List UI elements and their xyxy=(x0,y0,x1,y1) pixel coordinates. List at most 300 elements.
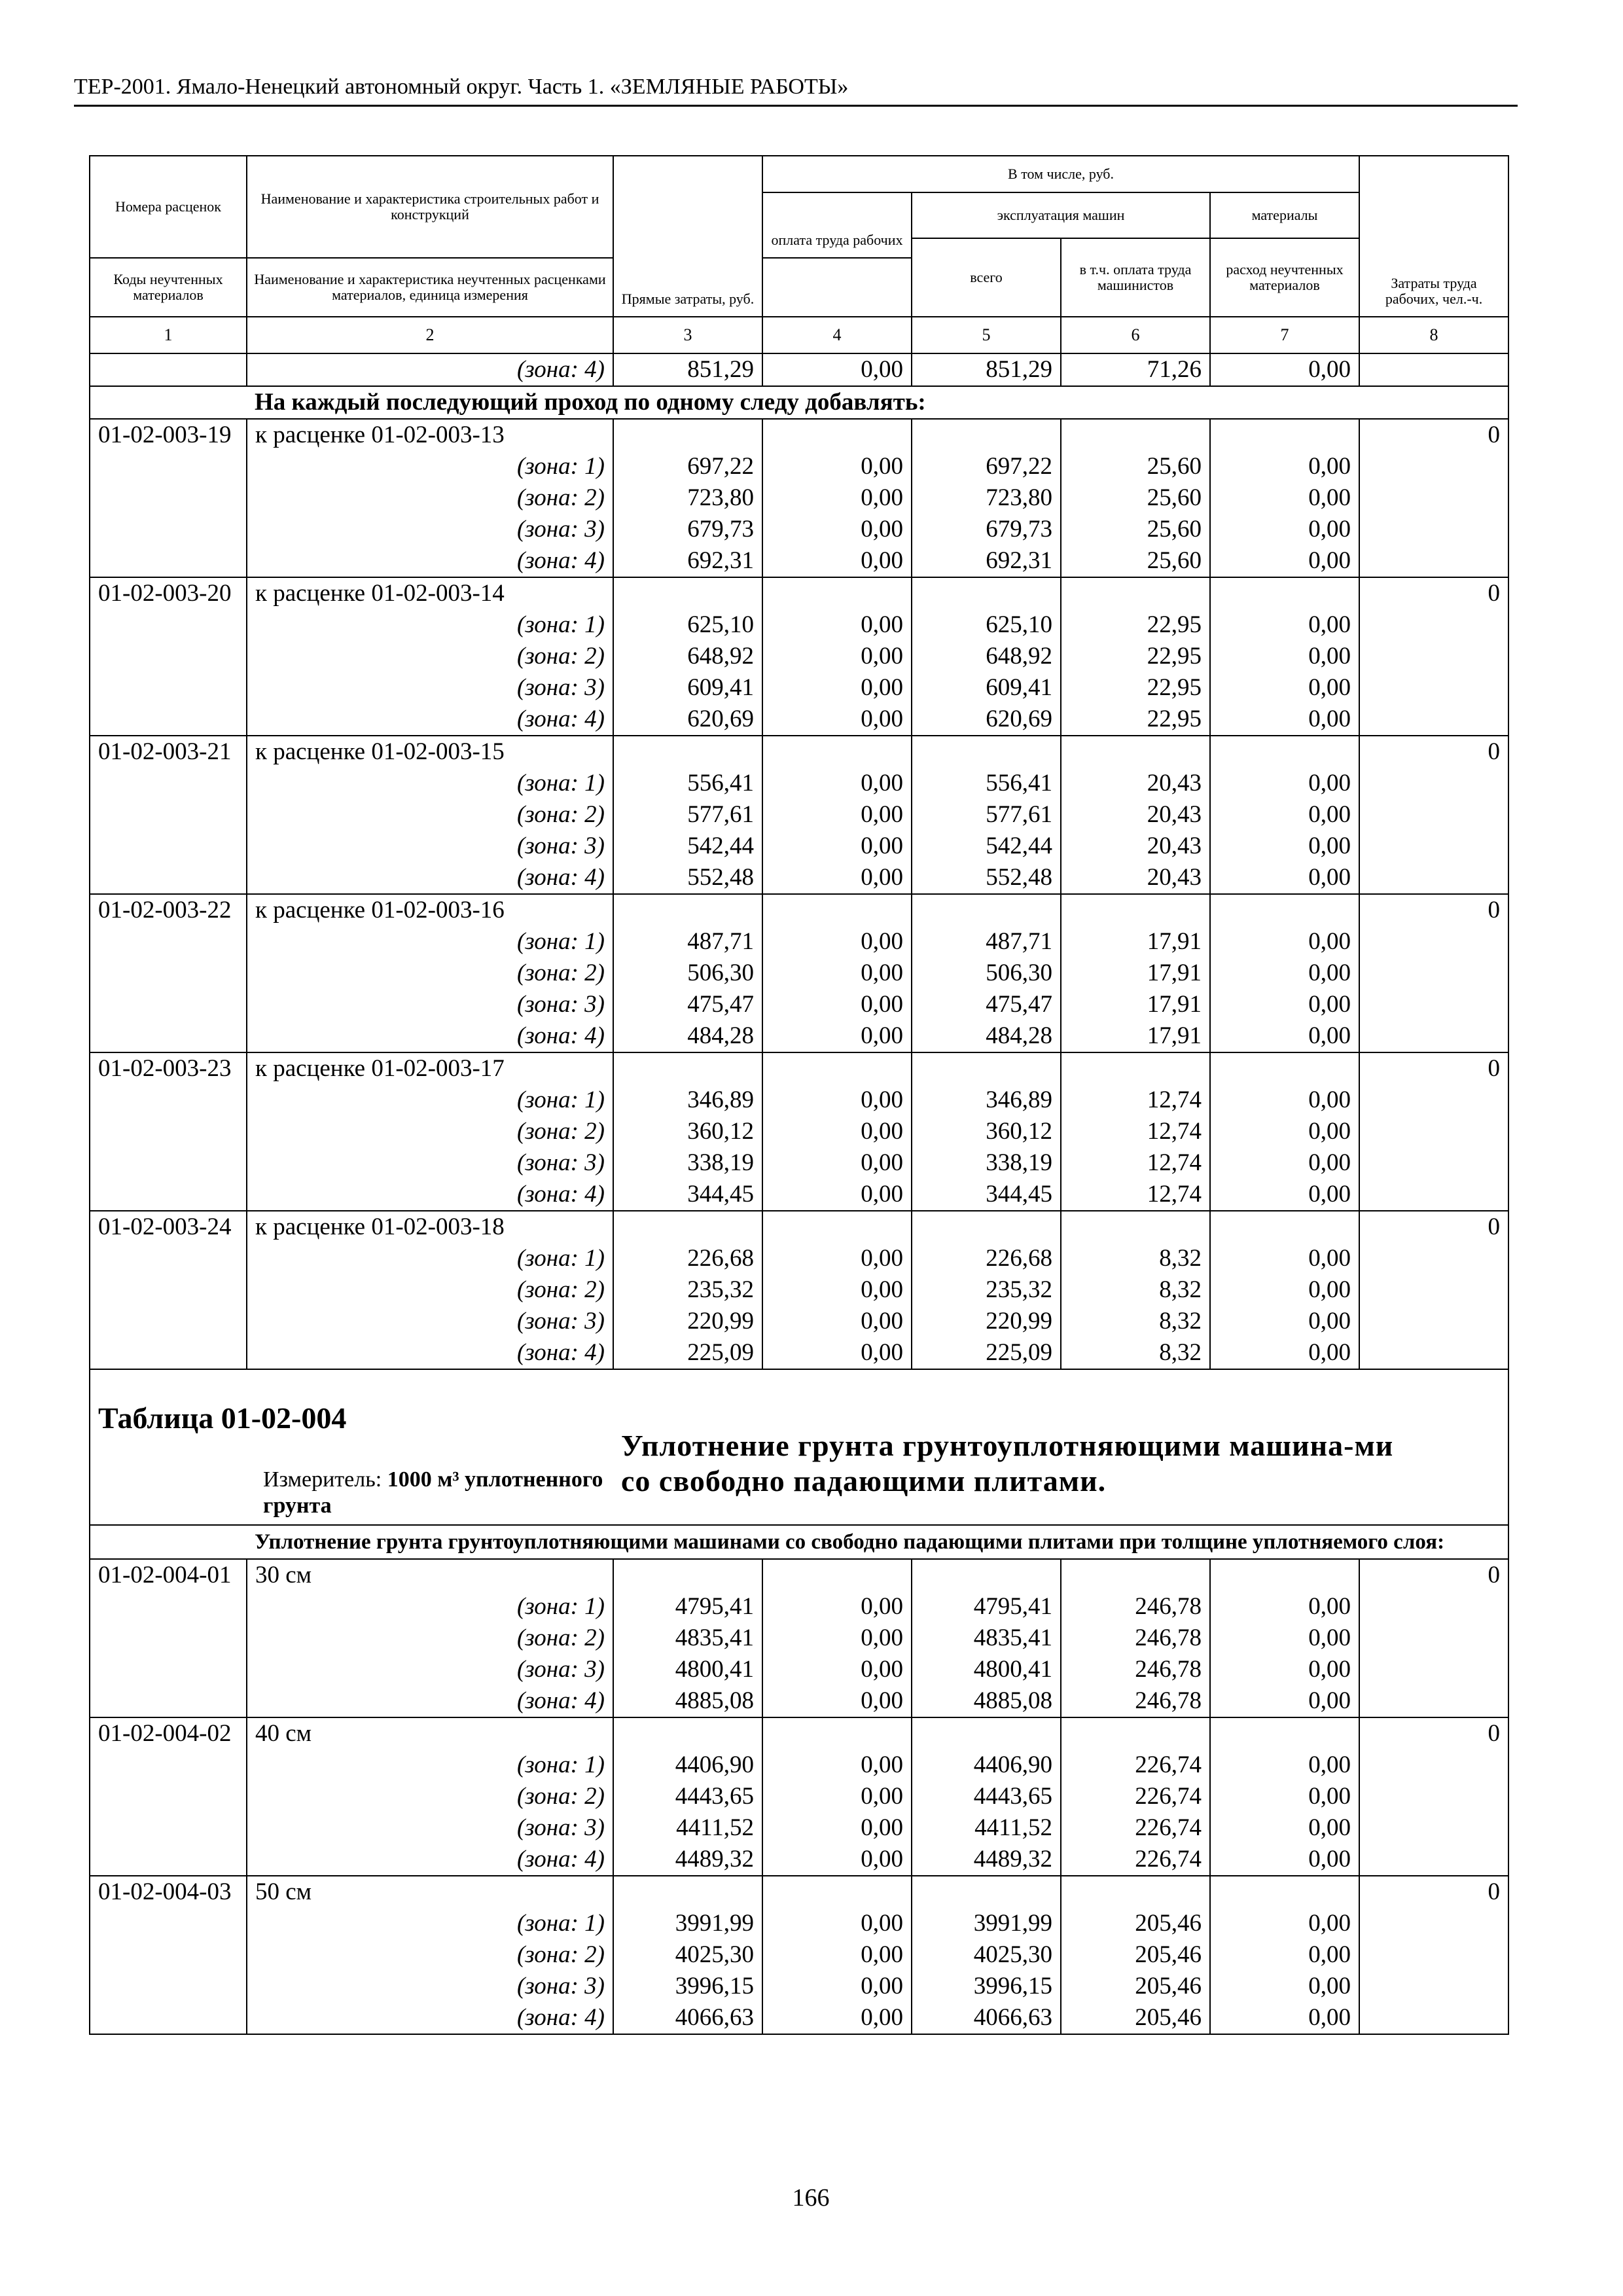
machine-total-cell: 226,68 xyxy=(912,1243,1061,1274)
direct-costs-cell: 620,69 xyxy=(613,704,762,736)
labor-pay-cell: 0,00 xyxy=(762,1939,912,1971)
zone-row xyxy=(90,1623,1508,1654)
materials-use-cell: 0,00 xyxy=(1210,989,1359,1020)
machine-labor-cell: 25,60 xyxy=(1061,514,1210,545)
labor-pay-cell: 0,00 xyxy=(762,2002,912,2034)
labor-hours-cell: 0 xyxy=(1359,1717,1508,1749)
zone-row xyxy=(90,1116,1508,1147)
machine-total-cell: 506,30 xyxy=(912,958,1061,989)
machine-total-cell: 4885,08 xyxy=(912,1685,1061,1717)
direct-costs-cell: 625,10 xyxy=(613,609,762,641)
machine-total-cell: 484,28 xyxy=(912,1020,1061,1052)
zone-label: (зона: 3) xyxy=(247,989,613,1020)
direct-costs-cell: 697,22 xyxy=(613,451,762,482)
direct-costs-cell: 220,99 xyxy=(613,1306,762,1337)
col-header-labor-hours: Затраты труда рабочих, чел.-ч. xyxy=(1359,156,1508,317)
direct-costs-cell: 552,48 xyxy=(613,862,762,894)
machine-labor-cell: 17,91 xyxy=(1061,926,1210,958)
materials-use-cell: 0,00 xyxy=(1210,482,1359,514)
zone-label: (зона: 2) xyxy=(247,1116,613,1147)
page-number: 166 xyxy=(792,2184,830,2212)
machine-total-cell: 346,89 xyxy=(912,1085,1061,1116)
materials-use-cell: 0,00 xyxy=(1210,1812,1359,1844)
col-header-mat-names: Наименование и характеристика неучтенных расценками материалов, единица измерения xyxy=(247,258,613,317)
col-header-incl: В том числе, руб. xyxy=(762,156,1359,192)
materials-use-cell: 0,00 xyxy=(1210,641,1359,672)
labor-hours-cell: 0 xyxy=(1359,1052,1508,1085)
labor-hours-cell: 0 xyxy=(1359,1211,1508,1243)
labor-pay-cell: 0,00 xyxy=(762,514,912,545)
materials-use-cell: 0,00 xyxy=(1210,958,1359,989)
rate-name: к расценке 01-02-003-15 xyxy=(247,736,613,768)
zone-label: (зона: 4) xyxy=(247,704,613,736)
title-rule xyxy=(74,105,1518,107)
machine-labor-cell: 22,95 xyxy=(1061,704,1210,736)
direct-costs-cell: 4489,32 xyxy=(613,1844,762,1876)
zone-row xyxy=(90,1306,1508,1337)
zone-row xyxy=(90,1971,1508,2002)
machine-labor-cell: 8,32 xyxy=(1061,1337,1210,1369)
zone-label: (зона: 2) xyxy=(247,1781,613,1812)
zone-label: (зона: 1) xyxy=(247,1085,613,1116)
machine-labor-cell: 205,46 xyxy=(1061,1939,1210,1971)
zone-label: (зона: 3) xyxy=(247,1147,613,1179)
direct-costs-cell: 851,29 xyxy=(613,353,762,386)
machine-labor-cell: 12,74 xyxy=(1061,1147,1210,1179)
machine-total-cell: 609,41 xyxy=(912,672,1061,704)
materials-use-cell: 0,00 xyxy=(1210,1591,1359,1623)
zone-label: (зона: 3) xyxy=(247,831,613,862)
zone-label: (зона: 4) xyxy=(247,545,613,577)
rate-row xyxy=(90,577,1508,609)
zone-row xyxy=(90,799,1508,831)
labor-pay-cell: 0,00 xyxy=(762,1685,912,1717)
zone-row xyxy=(90,1685,1508,1717)
machine-total-cell: 220,99 xyxy=(912,1306,1061,1337)
machine-total-cell: 552,48 xyxy=(912,862,1061,894)
rate-name: 40 см xyxy=(247,1717,613,1749)
zone-label: (зона: 1) xyxy=(247,451,613,482)
zone-label: (зона: 2) xyxy=(247,641,613,672)
direct-costs-cell: 4406,90 xyxy=(613,1749,762,1781)
direct-costs-cell: 692,31 xyxy=(613,545,762,577)
machine-labor-cell: 205,46 xyxy=(1061,2002,1210,2034)
machine-total-cell: 3991,99 xyxy=(912,1908,1061,1939)
machine-labor-cell: 71,26 xyxy=(1061,353,1210,386)
machine-total-cell: 4443,65 xyxy=(912,1781,1061,1812)
materials-use-cell: 0,00 xyxy=(1210,514,1359,545)
col-number: 7 xyxy=(1210,317,1359,353)
materials-use-cell: 0,00 xyxy=(1210,831,1359,862)
machine-labor-cell: 20,43 xyxy=(1061,799,1210,831)
zone-row xyxy=(90,768,1508,799)
zone-label: (зона: 2) xyxy=(247,1623,613,1654)
zone-row xyxy=(90,926,1508,958)
materials-use-cell: 0,00 xyxy=(1210,1179,1359,1211)
machine-total-cell: 542,44 xyxy=(912,831,1061,862)
machine-labor-cell: 20,43 xyxy=(1061,862,1210,894)
materials-use-cell: 0,00 xyxy=(1210,1337,1359,1369)
direct-costs-cell: 360,12 xyxy=(613,1116,762,1147)
machine-total-cell: 620,69 xyxy=(912,704,1061,736)
zone-label: (зона: 4) xyxy=(247,1020,613,1052)
labor-pay-cell: 0,00 xyxy=(762,1654,912,1685)
rate-name: 30 см xyxy=(247,1559,613,1591)
materials-use-cell: 0,00 xyxy=(1210,1971,1359,2002)
machine-labor-cell: 25,60 xyxy=(1061,451,1210,482)
direct-costs-cell: 556,41 xyxy=(613,768,762,799)
zone-row xyxy=(90,482,1508,514)
machine-total-cell: 556,41 xyxy=(912,768,1061,799)
machine-labor-cell: 226,74 xyxy=(1061,1781,1210,1812)
zone-row xyxy=(90,514,1508,545)
materials-use-cell: 0,00 xyxy=(1210,1939,1359,1971)
zone-row xyxy=(90,1020,1508,1052)
machine-labor-cell: 22,95 xyxy=(1061,672,1210,704)
zone-label: (зона: 4) xyxy=(247,353,613,386)
section-row xyxy=(90,1525,1508,1559)
zone-row xyxy=(90,609,1508,641)
direct-costs-cell: 4795,41 xyxy=(613,1591,762,1623)
machine-labor-cell: 226,74 xyxy=(1061,1844,1210,1876)
labor-hours-cell: 0 xyxy=(1359,419,1508,451)
direct-costs-cell: 235,32 xyxy=(613,1274,762,1306)
table-name: Уплотнение грунта грунтоуплотняющими машина-ми со свободно падающими плитами. xyxy=(621,1429,1394,1498)
labor-pay-cell: 0,00 xyxy=(762,1844,912,1876)
zone-label: (зона: 4) xyxy=(247,1685,613,1717)
materials-use-cell: 0,00 xyxy=(1210,1085,1359,1116)
machine-labor-cell: 12,74 xyxy=(1061,1179,1210,1211)
materials-use-cell: 0,00 xyxy=(1210,451,1359,482)
rate-code: 01-02-004-02 xyxy=(90,1717,247,1749)
zone-row xyxy=(90,1591,1508,1623)
machine-labor-cell: 22,95 xyxy=(1061,609,1210,641)
materials-use-cell: 0,00 xyxy=(1210,2002,1359,2034)
zone-row xyxy=(90,451,1508,482)
machine-labor-cell: 246,78 xyxy=(1061,1685,1210,1717)
zone-label: (зона: 2) xyxy=(247,799,613,831)
machine-labor-cell: 246,78 xyxy=(1061,1623,1210,1654)
materials-use-cell: 0,00 xyxy=(1210,862,1359,894)
machine-labor-cell: 226,74 xyxy=(1061,1749,1210,1781)
labor-hours-cell: 0 xyxy=(1359,577,1508,609)
rate-name: к расценке 01-02-003-13 xyxy=(247,419,613,451)
labor-pay-cell: 0,00 xyxy=(762,1812,912,1844)
rate-row xyxy=(90,1559,1508,1591)
zone-label: (зона: 4) xyxy=(247,2002,613,2034)
materials-use-cell: 0,00 xyxy=(1210,1243,1359,1274)
col-header-materials: материалы xyxy=(1210,192,1359,238)
machine-total-cell: 360,12 xyxy=(912,1116,1061,1147)
machine-total-cell: 4795,41 xyxy=(912,1591,1061,1623)
machine-labor-cell: 25,60 xyxy=(1061,545,1210,577)
zone-label: (зона: 3) xyxy=(247,1971,613,2002)
zone-label: (зона: 1) xyxy=(247,926,613,958)
direct-costs-cell: 344,45 xyxy=(613,1179,762,1211)
col-header-machine-op: эксплуатация машин xyxy=(912,192,1210,238)
labor-pay-cell: 0,00 xyxy=(762,1623,912,1654)
labor-pay-cell: 0,00 xyxy=(762,353,912,386)
zone-label: (зона: 2) xyxy=(247,1939,613,1971)
labor-pay-cell: 0,00 xyxy=(762,1179,912,1211)
zone-label: (зона: 1) xyxy=(247,768,613,799)
meter-label: Измеритель: xyxy=(263,1467,382,1492)
col-number: 2 xyxy=(247,317,613,353)
table-number: Таблица 01-02-004 xyxy=(98,1401,347,1435)
labor-pay-cell: 0,00 xyxy=(762,451,912,482)
direct-costs-cell: 679,73 xyxy=(613,514,762,545)
direct-costs-cell: 475,47 xyxy=(613,989,762,1020)
labor-pay-cell: 0,00 xyxy=(762,768,912,799)
machine-total-cell: 697,22 xyxy=(912,451,1061,482)
materials-use-cell: 0,00 xyxy=(1210,1274,1359,1306)
labor-pay-cell: 0,00 xyxy=(762,1116,912,1147)
rate-code: 01-02-003-21 xyxy=(90,736,247,768)
materials-use-cell: 0,00 xyxy=(1210,609,1359,641)
machine-total-cell: 679,73 xyxy=(912,514,1061,545)
zone-label: (зона: 3) xyxy=(247,672,613,704)
labor-pay-cell: 0,00 xyxy=(762,1749,912,1781)
direct-costs-cell: 3996,15 xyxy=(613,1971,762,2002)
zone-row xyxy=(90,1749,1508,1781)
machine-labor-cell: 205,46 xyxy=(1061,1908,1210,1939)
zone-label: (зона: 2) xyxy=(247,1274,613,1306)
zone-row xyxy=(90,641,1508,672)
labor-pay-cell: 0,00 xyxy=(762,989,912,1020)
labor-pay-cell: 0,00 xyxy=(762,545,912,577)
labor-pay-cell: 0,00 xyxy=(762,609,912,641)
materials-use-cell: 0,00 xyxy=(1210,1654,1359,1685)
direct-costs-cell: 648,92 xyxy=(613,641,762,672)
zone-label: (зона: 4) xyxy=(247,1179,613,1211)
meter-value: 1000 м³ уплотненного грунта xyxy=(263,1467,603,1518)
rate-code: 01-02-004-03 xyxy=(90,1876,247,1908)
zone-row xyxy=(90,353,1508,386)
machine-total-cell: 235,32 xyxy=(912,1274,1061,1306)
zone-row xyxy=(90,1274,1508,1306)
machine-labor-cell: 20,43 xyxy=(1061,831,1210,862)
zone-label: (зона: 4) xyxy=(247,1337,613,1369)
col-header-labor-pay: оплата труда рабочих xyxy=(762,192,912,258)
direct-costs-cell: 346,89 xyxy=(613,1085,762,1116)
zone-row xyxy=(90,958,1508,989)
materials-use-cell: 0,00 xyxy=(1210,704,1359,736)
rate-code: 01-02-004-01 xyxy=(90,1559,247,1591)
rate-code: 01-02-003-24 xyxy=(90,1211,247,1243)
col-header-machine-total: всего xyxy=(912,238,1061,317)
materials-use-cell: 0,00 xyxy=(1210,1020,1359,1052)
rate-name: к расценке 01-02-003-17 xyxy=(247,1052,613,1085)
rates-table-body xyxy=(90,156,1508,2034)
machine-total-cell: 225,09 xyxy=(912,1337,1061,1369)
section-heading: На каждый последующий проход по одному следу добавлять: xyxy=(247,386,1508,419)
labor-hours-cell: 0 xyxy=(1359,1559,1508,1591)
machine-labor-cell: 8,32 xyxy=(1061,1306,1210,1337)
zone-label: (зона: 4) xyxy=(247,1844,613,1876)
zone-label: (зона: 1) xyxy=(247,1591,613,1623)
rate-name: к расценке 01-02-003-16 xyxy=(247,894,613,926)
machine-labor-cell: 25,60 xyxy=(1061,482,1210,514)
machine-labor-cell: 17,91 xyxy=(1061,958,1210,989)
machine-total-cell: 4800,41 xyxy=(912,1654,1061,1685)
col-header-materials-use: расход неучтенных материалов xyxy=(1210,238,1359,317)
materials-use-cell: 0,00 xyxy=(1210,1781,1359,1812)
labor-pay-cell: 0,00 xyxy=(762,1020,912,1052)
meter-line xyxy=(263,1464,605,1524)
machine-labor-cell: 205,46 xyxy=(1061,1971,1210,2002)
labor-hours-cell: 0 xyxy=(1359,1876,1508,1908)
labor-pay-cell: 0,00 xyxy=(762,1243,912,1274)
rate-name: к расценке 01-02-003-14 xyxy=(247,577,613,609)
direct-costs-cell: 338,19 xyxy=(613,1147,762,1179)
col-number: 4 xyxy=(762,317,912,353)
machine-total-cell: 625,10 xyxy=(912,609,1061,641)
machine-total-cell: 4489,32 xyxy=(912,1844,1061,1876)
labor-pay-cell: 0,00 xyxy=(762,482,912,514)
direct-costs-cell: 484,28 xyxy=(613,1020,762,1052)
labor-pay-cell: 0,00 xyxy=(762,958,912,989)
direct-costs-cell: 4025,30 xyxy=(613,1939,762,1971)
materials-use-cell: 0,00 xyxy=(1210,1147,1359,1179)
col-number: 3 xyxy=(613,317,762,353)
machine-labor-cell: 8,32 xyxy=(1061,1243,1210,1274)
zone-row xyxy=(90,704,1508,736)
materials-use-cell: 0,00 xyxy=(1210,1749,1359,1781)
zone-row xyxy=(90,1939,1508,1971)
labor-pay-cell: 0,00 xyxy=(762,1085,912,1116)
rate-row xyxy=(90,1052,1508,1085)
labor-hours-cell: 0 xyxy=(1359,736,1508,768)
materials-use-cell: 0,00 xyxy=(1210,768,1359,799)
zone-row xyxy=(90,1337,1508,1369)
zone-row xyxy=(90,1908,1508,1939)
machine-labor-cell: 12,74 xyxy=(1061,1085,1210,1116)
rates-table xyxy=(89,155,1509,2035)
rate-code: 01-02-003-23 xyxy=(90,1052,247,1085)
col-number: 1 xyxy=(90,317,247,353)
zone-row xyxy=(90,1243,1508,1274)
col-header-machine-labor: в т.ч. оплата труда машинистов xyxy=(1061,238,1210,317)
machine-total-cell: 692,31 xyxy=(912,545,1061,577)
machine-total-cell: 3996,15 xyxy=(912,1971,1061,2002)
materials-use-cell: 0,00 xyxy=(1210,672,1359,704)
machine-labor-cell: 8,32 xyxy=(1061,1274,1210,1306)
machine-labor-cell: 17,91 xyxy=(1061,1020,1210,1052)
col-header-direct-costs: Прямые затраты, руб. xyxy=(613,156,762,317)
labor-pay-cell: 0,00 xyxy=(762,1306,912,1337)
direct-costs-cell: 4411,52 xyxy=(613,1812,762,1844)
machine-total-cell: 723,80 xyxy=(912,482,1061,514)
labor-pay-cell: 0,00 xyxy=(762,926,912,958)
col-number: 6 xyxy=(1061,317,1210,353)
direct-costs-cell: 723,80 xyxy=(613,482,762,514)
zone-label: (зона: 2) xyxy=(247,482,613,514)
labor-pay-cell: 0,00 xyxy=(762,1274,912,1306)
machine-labor-cell: 246,78 xyxy=(1061,1654,1210,1685)
machine-total-cell: 338,19 xyxy=(912,1147,1061,1179)
labor-pay-cell: 0,00 xyxy=(762,1971,912,2002)
materials-use-cell: 0,00 xyxy=(1210,545,1359,577)
materials-use-cell: 0,00 xyxy=(1210,1908,1359,1939)
labor-pay-cell: 0,00 xyxy=(762,704,912,736)
zone-row xyxy=(90,545,1508,577)
section-row xyxy=(90,386,1508,419)
rate-row xyxy=(90,736,1508,768)
direct-costs-cell: 506,30 xyxy=(613,958,762,989)
materials-use-cell: 0,00 xyxy=(1210,799,1359,831)
rate-name: к расценке 01-02-003-18 xyxy=(247,1211,613,1243)
zone-row xyxy=(90,2002,1508,2034)
labor-pay-cell: 0,00 xyxy=(762,799,912,831)
section-heading: Уплотнение грунта грунтоуплотняющими машинами со свободно падающими плитами при толщине уплотняемого слоя: xyxy=(255,1530,1445,1554)
direct-costs-cell: 4835,41 xyxy=(613,1623,762,1654)
zone-label: (зона: 3) xyxy=(247,514,613,545)
materials-use-cell: 0,00 xyxy=(1210,1116,1359,1147)
direct-costs-cell: 3991,99 xyxy=(613,1908,762,1939)
machine-total-cell: 648,92 xyxy=(912,641,1061,672)
direct-costs-cell: 4885,08 xyxy=(613,1685,762,1717)
machine-total-cell: 487,71 xyxy=(912,926,1061,958)
zone-row xyxy=(90,1844,1508,1876)
labor-pay-cell: 0,00 xyxy=(762,1147,912,1179)
zone-label: (зона: 1) xyxy=(247,1749,613,1781)
labor-pay-cell: 0,00 xyxy=(762,1908,912,1939)
labor-pay-cell: 0,00 xyxy=(762,862,912,894)
machine-total-cell: 4066,63 xyxy=(912,2002,1061,2034)
labor-pay-cell: 0,00 xyxy=(762,641,912,672)
materials-use-cell: 0,00 xyxy=(1210,1623,1359,1654)
machine-total-cell: 4411,52 xyxy=(912,1812,1061,1844)
machine-total-cell: 4835,41 xyxy=(912,1623,1061,1654)
zone-label: (зона: 3) xyxy=(247,1654,613,1685)
rate-row xyxy=(90,894,1508,926)
direct-costs-cell: 4443,65 xyxy=(613,1781,762,1812)
zone-row xyxy=(90,1147,1508,1179)
materials-use-cell: 0,00 xyxy=(1210,926,1359,958)
labor-pay-cell: 0,00 xyxy=(762,1591,912,1623)
zone-row xyxy=(90,1654,1508,1685)
zone-row xyxy=(90,1085,1508,1116)
materials-use-cell: 0,00 xyxy=(1210,1306,1359,1337)
rate-code: 01-02-003-19 xyxy=(90,419,247,451)
rate-name: 50 см xyxy=(247,1876,613,1908)
document-title: ТЕР-2001. Ямало-Ненецкий автономный округ. Часть 1. «ЗЕМЛЯНЫЕ РАБОТЫ» xyxy=(74,75,849,99)
machine-total-cell: 851,29 xyxy=(912,353,1061,386)
zone-label: (зона: 1) xyxy=(247,1908,613,1939)
zone-row xyxy=(90,1179,1508,1211)
zone-row xyxy=(90,831,1508,862)
zone-row xyxy=(90,862,1508,894)
zone-row xyxy=(90,989,1508,1020)
direct-costs-cell: 542,44 xyxy=(613,831,762,862)
rate-code: 01-02-003-20 xyxy=(90,577,247,609)
rate-row xyxy=(90,1211,1508,1243)
rate-row xyxy=(90,1876,1508,1908)
col-number: 8 xyxy=(1359,317,1508,353)
rate-code: 01-02-003-22 xyxy=(90,894,247,926)
zone-label: (зона: 1) xyxy=(247,609,613,641)
machine-labor-cell: 246,78 xyxy=(1061,1591,1210,1623)
table-heading-row xyxy=(90,1369,1508,1525)
machine-total-cell: 475,47 xyxy=(912,989,1061,1020)
machine-total-cell: 4406,90 xyxy=(912,1749,1061,1781)
machine-total-cell: 344,45 xyxy=(912,1179,1061,1211)
machine-labor-cell: 12,74 xyxy=(1061,1116,1210,1147)
labor-pay-cell: 0,00 xyxy=(762,1781,912,1812)
direct-costs-cell: 4066,63 xyxy=(613,2002,762,2034)
zone-label: (зона: 2) xyxy=(247,958,613,989)
materials-use-cell: 0,00 xyxy=(1210,353,1359,386)
